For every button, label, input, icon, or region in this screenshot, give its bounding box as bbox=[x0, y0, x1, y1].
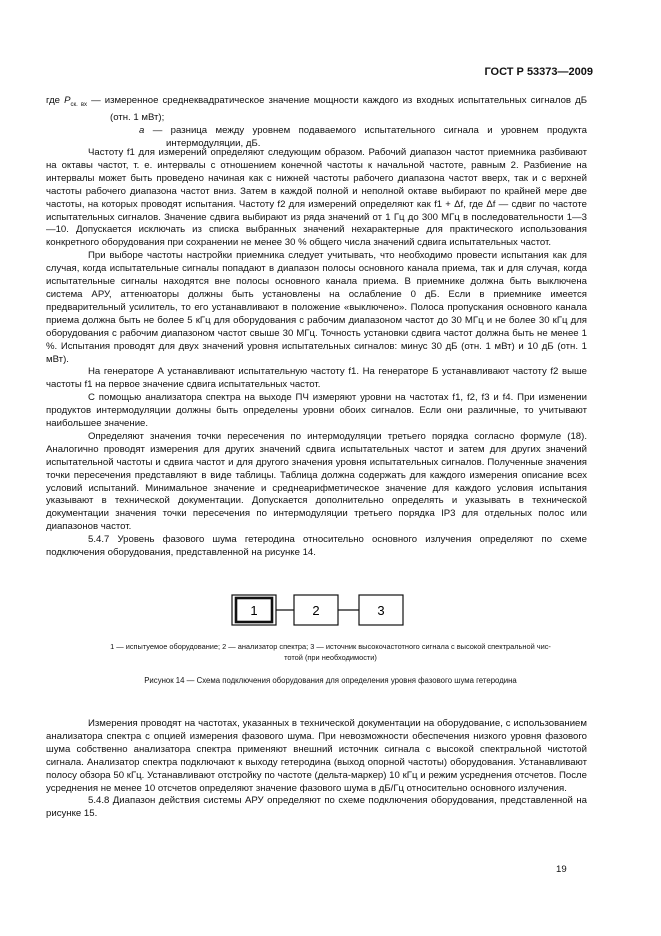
diagram-label-1: 1 bbox=[250, 603, 258, 618]
paragraph-intercept-point: Определяют значения точки пересечения по интермодуляции третьего порядка согласно формуле (18). Аналогично проводят измерения для других значений сдвига испытательных частот и затем для других значений испытательной частоты и сдвига частот и для другого значения уровня испытательных сигналов. Полученные значения точки пересечения представляют в виде таблицы. Таблица должна содержать для каждого измерения описание всех условий испытаний. Минимальное значение и среднеарифметическое значение для каждого условия испытания указывают в технической документации. Допускается дополнительно определять и указывать в технической документации значения точки пересечения по интермодуляции третьего порядка IP3 для отдельных полос или диапазонов частот. bbox=[46, 430, 587, 533]
definition-a: a — разница между уровнем подаваемого испытательного сигнала и уровнем продукта интермодуляции, дБ. bbox=[139, 124, 587, 149]
paragraph-tuning: При выборе частоты настройки приемника следует учитывать, что необходимо провести испытания как для случая, когда испытательные сигналы попадают в диапазон полосы основного канала приема, так и для случая, когда испытательные сигналы находятся вне полосы основного канала приема. В приемнике должна быть выключена система АРУ, аттенюаторы должны быть установлены на ослабление 0 дБ. Если в приемнике имеется предварительный усилитель, то его устанавливают в положение «выключено». Полоса пропускания основного канала приема должна быть не более 5 кГц для оборудования с рабочим диапазоном частот до 30 МГц и не более 30 кГц для оборудования с рабочим диапазоном частот свыше 30 МГц. Точность установки сдвига частот должна быть не менее 1 %. Испытания проводят для двух значений уровня испытательных сигналов: минус 30 дБ (отн. 1 мВт) и 10 дБ (отн. 1 мВт). bbox=[46, 250, 587, 365]
definitions-block bbox=[46, 95, 587, 151]
connection-diagram bbox=[0, 593, 661, 633]
paragraph-phase-noise: Измерения проводят на частотах, указанных в технической документации на оборудование, с использованием анализатора спектра с опцией измерения фазового шума. При невозможности обеспечения низкого уровня фазового шума собственно анализатора спектра применяют внешний источник сигнала с высокой спектральной чистотой сигнала. Анализатор спектра подключают к выходу гетеродина (выход опорной частоты) оборудования. Устанавливают полосу обзора 50 кГц. Устанавливают отстройку по частоте (дельта-маркер) 10 кГц и режим усреднения отсчетов. После усреднения не менее 10 отсчетов определяют значение фазового шума в дБ/Гц относительно основного излучения. bbox=[46, 718, 587, 794]
paragraph-generators: На генераторе А устанавливают испытательную частоту f1. На генераторе Б устанавливают частоту f2 выше частоты f1 на первое значение сдвига испытательных частот. bbox=[46, 366, 587, 391]
figure-legend-line2: тотой (при необходимости) bbox=[284, 653, 377, 662]
paragraph-frequency-f1: Частоту f1 для измерений определяют следующим образом. Рабочий диапазон частот приемника разбивают на октавы частот, т. е. интервалы с отношением конечной частоты к начальной частоте, равным 2. Разбиение на интервалы может быть проведено начиная как с нижней частоты рабочего диапазона частот вверх, так и с верхней частоты рабочего диапазона частот вниз. Затем в каждой полной и неполной октаве выбирают по крайней мере две частоты, на которых проводят испытания. Частоту f2 для измерений определяют как f1 + Δf, где Δf — сдвиг по частоте испытательных сигналов. Значение сдвига выбирают из ряда значений от 1 Гц до 300 МГц в последовательности 1—3—10. Допускается исключать из списка выбранных значений нехарактерные для практического использования конкретного оборудования при сохранении не менее 30 % общего числа значений сдвига испытательных частот. bbox=[46, 147, 587, 249]
page-number: 19 bbox=[556, 864, 567, 875]
figure-title: Рисунок 14 — Схема подключения оборудования для определения уровня фазового шума гетеродина bbox=[144, 676, 517, 685]
figure-legend-line1: 1 — испытуемое оборудование; 2 — анализатор спектра; 3 — источник высокочастотного сигнала с высокой спектральной чис- bbox=[110, 642, 551, 651]
paragraph-5-4-7: 5.4.7 Уровень фазового шума гетеродина относительно основного излучения определяют по схеме подключения оборудования, представленной на рисунке 14. bbox=[46, 534, 587, 559]
body-text-lower bbox=[46, 718, 587, 821]
paragraph-spectrum-analyzer: С помощью анализатора спектра на выходе ПЧ измеряют уровни на частотах f1, f2, f3 и f4. При изменении продуктов интермодуляции должны быть определены уровни обоих сигналов. Если они различные, то учитывают наибольшее значение. bbox=[46, 392, 587, 430]
body-text-upper bbox=[46, 147, 587, 560]
diagram-label-3: 3 bbox=[377, 603, 385, 618]
paragraph-5-4-8: 5.4.8 Диапазон действия системы АРУ определяют по схеме подключения оборудования, представленной на рисунке 15. bbox=[46, 795, 587, 820]
definition-p: где $P_{ск. вх}$ — измеренное среднеквадратическое значение мощности каждого из входных испытательных сигналов дБ (отн. 1 мВт); bbox=[46, 95, 587, 123]
document-header: ГОСТ Р 53373—2009 bbox=[484, 66, 593, 78]
diagram-label-2: 2 bbox=[312, 603, 320, 618]
